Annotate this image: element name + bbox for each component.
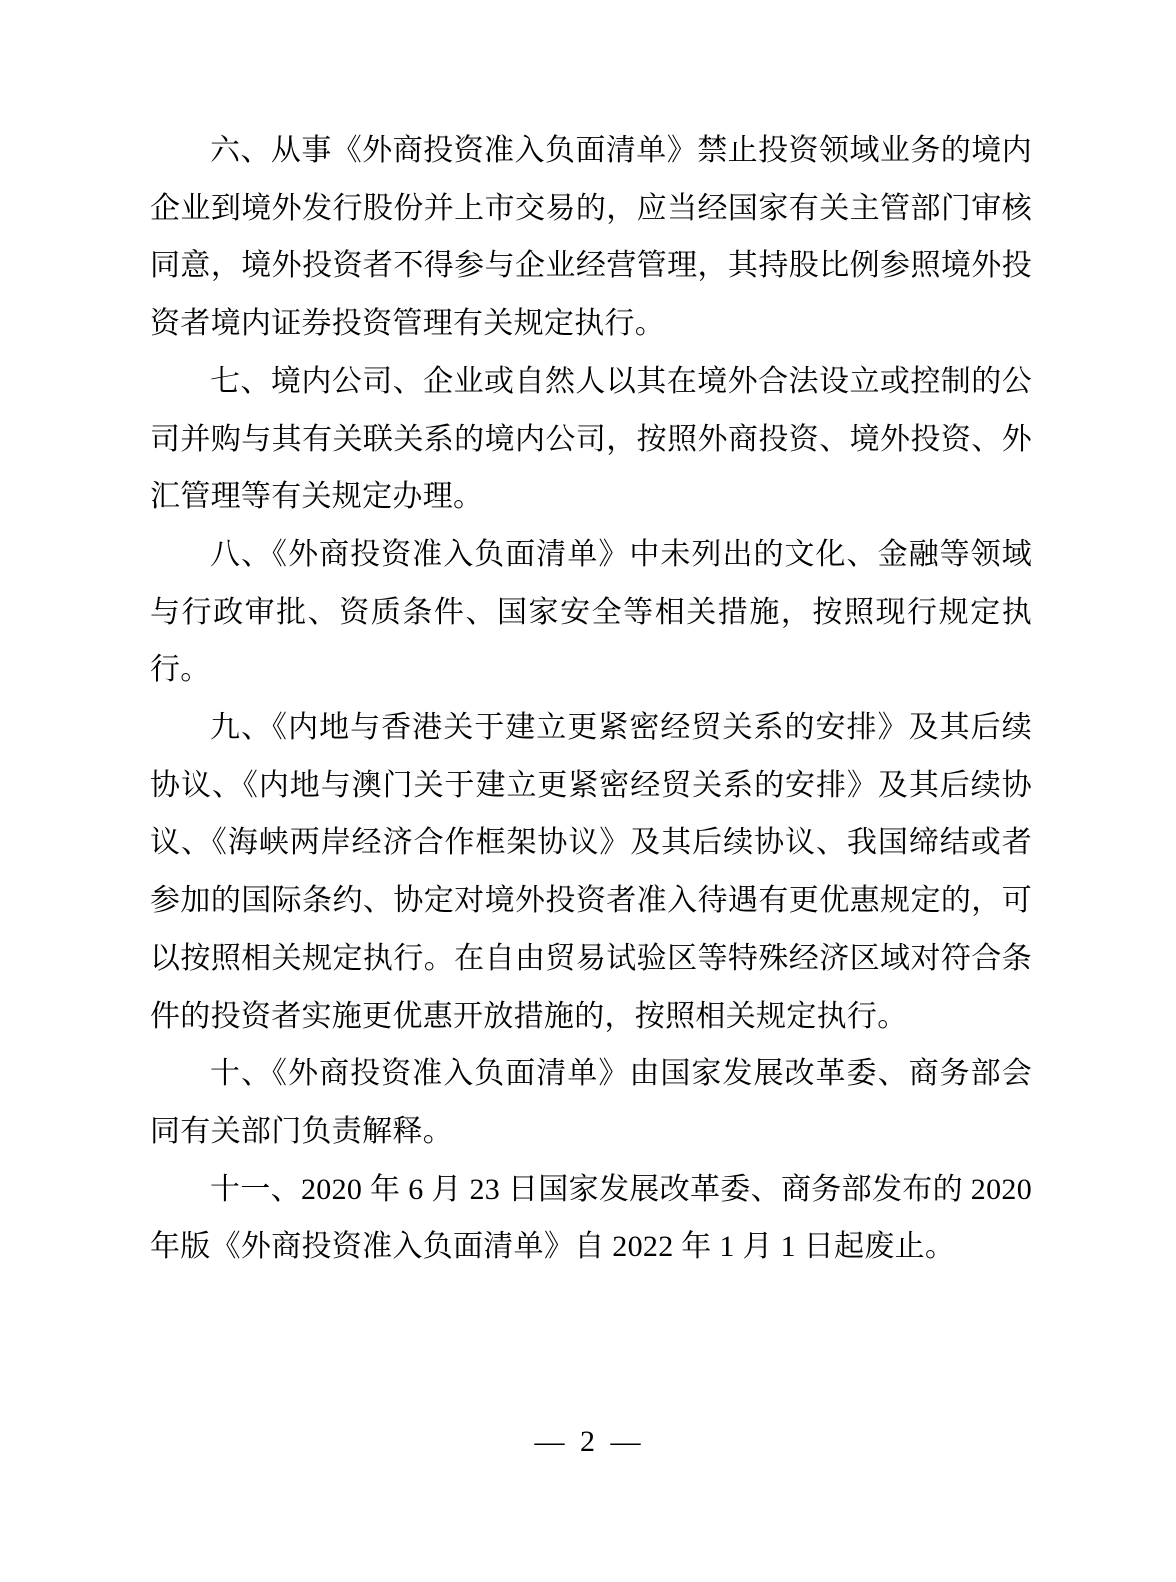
paragraph-item-10: 十、《外商投资准入负面清单》由国家发展改革委、商务部会同有关部门负责解释。 [150, 1057, 1032, 1148]
paragraph-item-9: 九、《内地与香港关于建立更紧密经贸关系的安排》及其后续协议、《内地与澳门关于建立更紧密经贸关系的安排》及其后续协议、《海峡两岸经济合作框架协议》及其后续协议、我国缔结或者参加的国际条约、协定对境外投资者准入待遇有更优惠规定的，可以按照相关规定执行。在自由贸易试验区等特殊经济区域对符合条件的投资者实施更优惠开放措施的，按照相关规定执行。 [150, 711, 1032, 1033]
paragraph-item-11: 十一、2020 年 6 月 23 日国家发展改革委、商务部发布的 2020 年版《外商投资准入负面清单》自 2022 年 1 月 1 日起废止。 [150, 1172, 1032, 1264]
paragraph-item-7: 七、境内公司、企业或自然人以其在境外合法设立或控制的公司并购与其有关联关系的境内公司，按照外商投资、境外投资、外汇管理等有关规定办理。 [150, 364, 1032, 514]
paragraph-item-6: 六、从事《外商投资准入负面清单》禁止投资领域业务的境内企业到境外发行股份并上市交易的，应当经国家有关主管部门审核同意，境外投资者不得参与企业经营管理，其持股比例参照境外投资者境内证券投资管理有关规定执行。 [150, 134, 1032, 341]
document-body [150, 122, 1032, 1276]
page-footer [0, 1422, 1176, 1462]
page-number: — 2 — [534, 1425, 642, 1458]
paragraph-item-8: 八、《外商投资准入负面清单》中未列出的文化、金融等领域与行政审批、资质条件、国家安全等相关措施，按照现行规定执行。 [150, 537, 1032, 687]
